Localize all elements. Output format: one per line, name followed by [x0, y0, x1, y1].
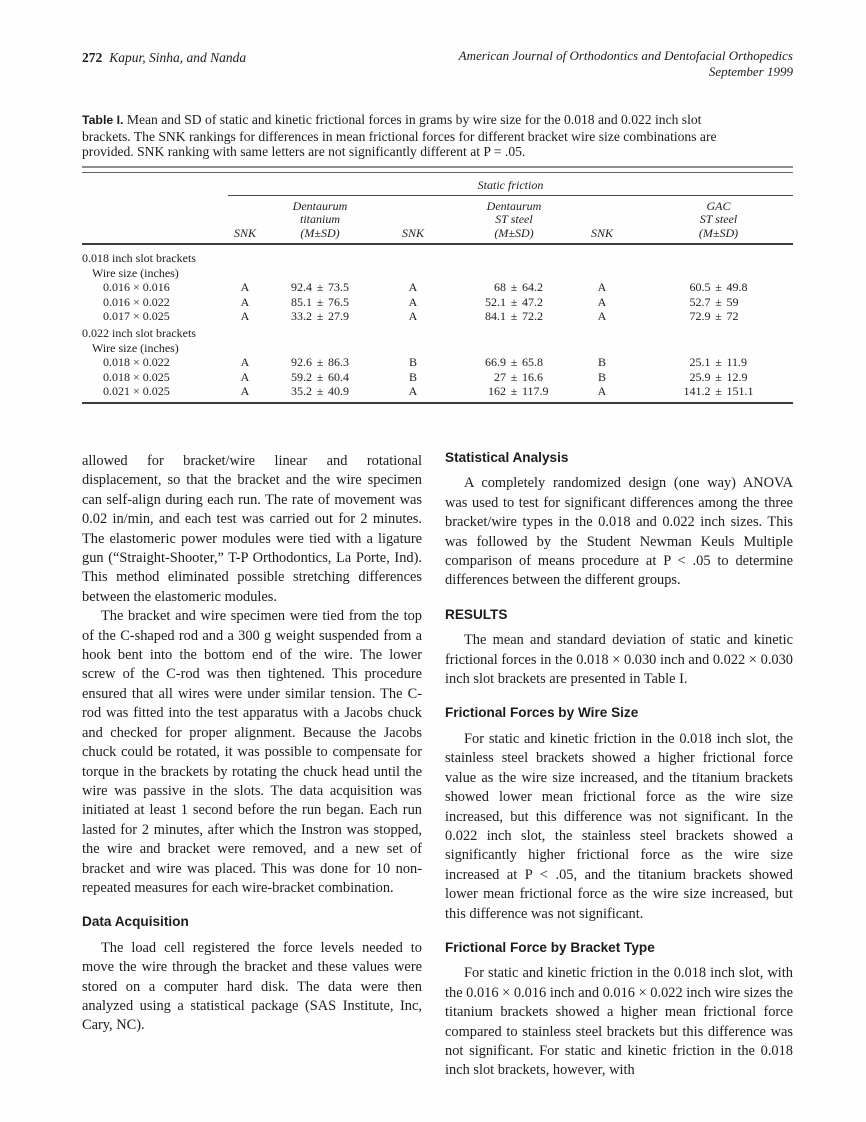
- wire-size-cell: 0.021 × 0.025: [103, 384, 170, 399]
- section-heading: Frictional Force by Bracket Type: [445, 939, 655, 955]
- column-header-group: [468, 200, 560, 241]
- plus-minus-sign: ±: [316, 384, 324, 399]
- snk-label: SNK: [401, 225, 424, 240]
- snk-ranking-cell: A: [240, 384, 250, 399]
- mean-sd-cell: [468, 309, 560, 324]
- snk-ranking-cell: B: [597, 369, 606, 384]
- mean-sd-cell: [644, 370, 793, 385]
- column-header-snk: [560, 227, 644, 241]
- sd-value: 60.4: [328, 369, 349, 384]
- section-heading: Data Acquisition: [82, 914, 189, 930]
- table-row: [82, 370, 793, 385]
- running-authors: Kapur, Sinha, and Nanda: [109, 50, 247, 65]
- body-paragraph: allowed for bracket/wire linear and rotational displacement, so that the bracket and the wire specimen can self-align during each run. The rate of movement was 0.02 in/min, and each test was carried out for 2 minutes. The elastomeric power modules were tied with a ligature gun (“Straight-Shooter,” T-P Orthodontics, La Porte, Ind). This method eliminated possible stretching differences between the elastomeric modules.: [82, 453, 422, 605]
- table-subsection-label: Wire size (inches): [92, 340, 179, 355]
- sd-value: 11.9: [726, 355, 748, 370]
- mean-value: 27: [494, 369, 506, 384]
- plus-minus-sign: ±: [510, 309, 518, 324]
- sd-value: 86.3: [328, 355, 349, 370]
- page-number: 272: [82, 50, 103, 65]
- mean-sd-cell: [644, 295, 793, 310]
- group-name-line: GAC: [706, 198, 731, 213]
- plus-minus-sign: ±: [715, 280, 722, 295]
- running-head-right: [459, 48, 793, 80]
- table-row: [82, 355, 793, 370]
- snk-ranking-cell: A: [240, 280, 250, 295]
- sd-value: 151.1: [726, 384, 754, 399]
- sd-value: 16.6: [522, 369, 543, 384]
- mean-value: 72.9: [689, 309, 711, 324]
- journal-title: American Journal of Orthodontics and Dentofacial Orthopedics: [458, 48, 793, 63]
- body-column-left: [82, 452, 422, 1036]
- mean-value: 162: [488, 384, 506, 399]
- mean-value: 85.1: [291, 294, 312, 309]
- plus-minus-sign: ±: [316, 355, 324, 370]
- plus-minus-sign: ±: [510, 280, 518, 295]
- mean-sd-cell: [282, 370, 358, 385]
- group-name-line: ST steel: [495, 212, 533, 227]
- table-span-header-row: [82, 175, 793, 196]
- mean-value: 92.4: [291, 280, 312, 295]
- plus-minus-sign: ±: [316, 309, 324, 324]
- mean-value: 141.2: [683, 384, 711, 399]
- sd-value: 73.5: [328, 280, 349, 295]
- mean-sd-cell: [644, 309, 793, 324]
- plus-minus-sign: ±: [715, 355, 722, 370]
- sd-value: 72.2: [522, 309, 543, 324]
- sd-value: 117.9: [522, 384, 549, 399]
- group-unit-line: (M±SD): [494, 225, 534, 240]
- group-name-line: Dentaurum: [292, 198, 348, 213]
- mean-value: 84.1: [485, 309, 506, 324]
- snk-ranking-cell: A: [240, 355, 250, 370]
- plus-minus-sign: ±: [715, 294, 722, 309]
- wire-size-cell: 0.018 × 0.022: [103, 355, 170, 370]
- section-heading: Statistical Analysis: [445, 450, 569, 465]
- body-paragraph: The mean and standard deviation of static and kinetic frictional forces in the 0.018 × 0.030 inch and 0.022 × 0.030 inch slot brackets are presented in Table I.: [445, 632, 793, 688]
- table-top-rule: [82, 166, 793, 173]
- table-caption: [82, 112, 737, 160]
- wire-size-cell: 0.017 × 0.025: [103, 309, 170, 324]
- table-row: [82, 280, 793, 295]
- running-head-left: [82, 50, 246, 66]
- plus-minus-sign: ±: [316, 294, 324, 309]
- snk-ranking-cell: A: [597, 280, 607, 295]
- group-name-line: Dentaurum: [486, 198, 542, 213]
- plus-minus-sign: ±: [715, 369, 722, 384]
- group-name-line: titanium: [299, 212, 340, 227]
- mean-sd-cell: [468, 280, 560, 295]
- sd-value: 47.2: [522, 294, 543, 309]
- mean-value: 33.2: [291, 309, 312, 324]
- mean-sd-cell: [282, 295, 358, 310]
- friction-data-table: [82, 166, 793, 404]
- mean-value: 68: [494, 280, 506, 295]
- wire-size-cell: 0.016 × 0.016: [103, 280, 170, 295]
- mean-value: 92.6: [291, 355, 312, 370]
- column-header-group: [644, 200, 793, 241]
- column-header-group: [282, 200, 358, 241]
- sd-value: 12.9: [726, 369, 748, 384]
- table-column-headers: [82, 200, 793, 241]
- snk-label: SNK: [590, 225, 613, 240]
- mean-sd-cell: [282, 384, 358, 399]
- mean-sd-cell: [644, 355, 793, 370]
- mean-value: 66.9: [485, 355, 506, 370]
- group-unit-line: (M±SD): [300, 225, 340, 240]
- body-paragraph: The bracket and wire specimen were tied from the top of the C-shaped rod and a 300 g weight suspended from a hook bent into the bottom end of the wire. The lower screw of the C-rod was then tightened. This procedure ensured that all wires were under similar tension. The C-rod was fitted into the test apparatus with a Jacobs chuck and checked for proper alignment. Because the Jacobs chuck could be rotated, it was possible to compensate for torque in the brackets by rotating the chuck head until the wire was passive in the slots. The data acquisition was initiated at least 1 second before the run began. Each run lasted for 2 minutes, after which the Instron was stopped, the wire and bracket were removed, and a new set of bracket and wire was placed. This was done for 10 non- repeated measures for each wire-bracket combination.: [82, 608, 422, 896]
- table-section-label: 0.018 inch slot brackets: [82, 251, 196, 266]
- table-bottom-rule: [82, 402, 793, 404]
- sd-value: 65.8: [522, 355, 543, 370]
- column-header-snk: [208, 227, 282, 241]
- snk-ranking-cell: A: [240, 309, 250, 324]
- body-paragraph: The load cell registered the force levels needed to move the wire through the bracket and these values were stored on a computer hard disk. The data were then analyzed using a statistical package (SAS Institute, Inc, Cary, NC).: [82, 939, 422, 1034]
- wire-size-cell: 0.018 × 0.025: [103, 369, 170, 384]
- sd-value: 27.9: [328, 309, 349, 324]
- sd-value: 59: [726, 294, 739, 309]
- sd-value: 76.5: [328, 294, 349, 309]
- mean-value: 25.9: [689, 369, 711, 384]
- sd-value: 40.9: [328, 384, 349, 399]
- mean-value: 52.7: [689, 294, 711, 309]
- mean-sd-cell: [282, 280, 358, 295]
- snk-ranking-cell: A: [408, 294, 418, 309]
- mean-value: 60.5: [689, 280, 711, 295]
- sd-value: 64.2: [522, 280, 543, 295]
- column-header-snk: [358, 227, 468, 241]
- mean-sd-cell: [644, 280, 793, 295]
- table-caption-label: Table I.: [82, 113, 124, 127]
- mean-value: 59.2: [291, 369, 312, 384]
- snk-ranking-cell: B: [597, 355, 606, 370]
- mean-sd-cell: [644, 384, 793, 399]
- snk-ranking-cell: A: [597, 309, 607, 324]
- snk-ranking-cell: A: [597, 294, 607, 309]
- table-section-label: 0.022 inch slot brackets: [82, 326, 196, 341]
- mean-value: 25.1: [689, 355, 711, 370]
- table-caption-text: Mean and SD of static and kinetic frictional forces in grams by wire size for the 0.018 and 0.022 inch slot brackets. The SNK rankings for differences in mean frictional forces for different bracket wire size combinations are provided. SNK ranking with same letters are not significantly different at P = .05.: [82, 112, 717, 160]
- body-column-right: [445, 448, 793, 1081]
- snk-ranking-cell: A: [408, 309, 418, 324]
- snk-ranking-cell: A: [597, 384, 607, 399]
- mean-sd-cell: [282, 309, 358, 324]
- group-unit-line: (M±SD): [698, 225, 739, 240]
- mean-sd-cell: [468, 355, 560, 370]
- section-heading: Frictional Forces by Wire Size: [445, 705, 639, 721]
- snk-ranking-cell: A: [240, 369, 250, 384]
- plus-minus-sign: ±: [510, 355, 518, 370]
- body-paragraph: A completely randomized design (one way) ANOVA was used to test for significant differences among the three bracket/wire types in the 0.018 and 0.022 inch sizes. This was followed by the Student Newman Keuls Multiple comparison of means procedure at P < .05 to determine differences between the different groups.: [445, 475, 793, 589]
- plus-minus-sign: ±: [715, 309, 722, 324]
- mean-value: 35.2: [291, 384, 312, 399]
- mean-sd-cell: [468, 384, 560, 399]
- group-name-line: ST steel: [699, 212, 738, 227]
- plus-minus-sign: ±: [510, 369, 518, 384]
- plus-minus-sign: ±: [510, 384, 518, 399]
- sd-value: 72: [726, 309, 739, 324]
- plus-minus-sign: ±: [510, 294, 518, 309]
- snk-label: SNK: [233, 225, 256, 240]
- table-row: [82, 384, 793, 399]
- plus-minus-sign: ±: [316, 280, 324, 295]
- sd-value: 49.8: [726, 280, 748, 295]
- mean-sd-cell: [468, 370, 560, 385]
- snk-ranking-cell: B: [408, 355, 417, 370]
- table-body: [82, 245, 793, 399]
- mean-sd-cell: [282, 355, 358, 370]
- snk-ranking-cell: A: [408, 384, 418, 399]
- snk-ranking-cell: A: [408, 280, 418, 295]
- mean-value: 52.1: [485, 294, 506, 309]
- plus-minus-sign: ±: [715, 384, 722, 399]
- snk-ranking-cell: A: [240, 294, 250, 309]
- wire-size-cell: 0.016 × 0.022: [103, 294, 170, 309]
- body-paragraph: For static and kinetic friction in the 0.018 inch slot, the stainless steel brackets showed a higher frictional force value as the wire size increased, and the titanium brackets showed lower mean frictional force as the wire size increased, but this difference was not significant. In the 0.022 inch slot, the stainless steel brackets showed a significantly higher frictional force as the wire size increased at P < .05, and the titanium brackets showed lower mean frictional force as the wire size increased, but this difference was not significant.: [445, 730, 793, 922]
- table-subsection-label: Wire size (inches): [92, 265, 179, 280]
- body-paragraph: For static and kinetic friction in the 0.018 inch slot, with the 0.016 × 0.016 inch and 0.016 × 0.022 inch wire sizes the titanium brackets showed a higher mean frictional force compared to stainless steel brackets but this difference was not significant. For static and kinetic friction in the 0.018 inch slot brackets, however, with: [445, 965, 793, 1079]
- table-span-spacer: [82, 175, 228, 196]
- snk-ranking-cell: B: [408, 369, 417, 384]
- static-friction-span-header: Static friction: [228, 175, 793, 196]
- table-row: [82, 295, 793, 310]
- mean-sd-cell: [468, 295, 560, 310]
- plus-minus-sign: ±: [316, 369, 324, 384]
- journal-issue-date: September 1999: [708, 64, 793, 79]
- section-heading: RESULTS: [445, 606, 508, 622]
- table-row: [82, 309, 793, 324]
